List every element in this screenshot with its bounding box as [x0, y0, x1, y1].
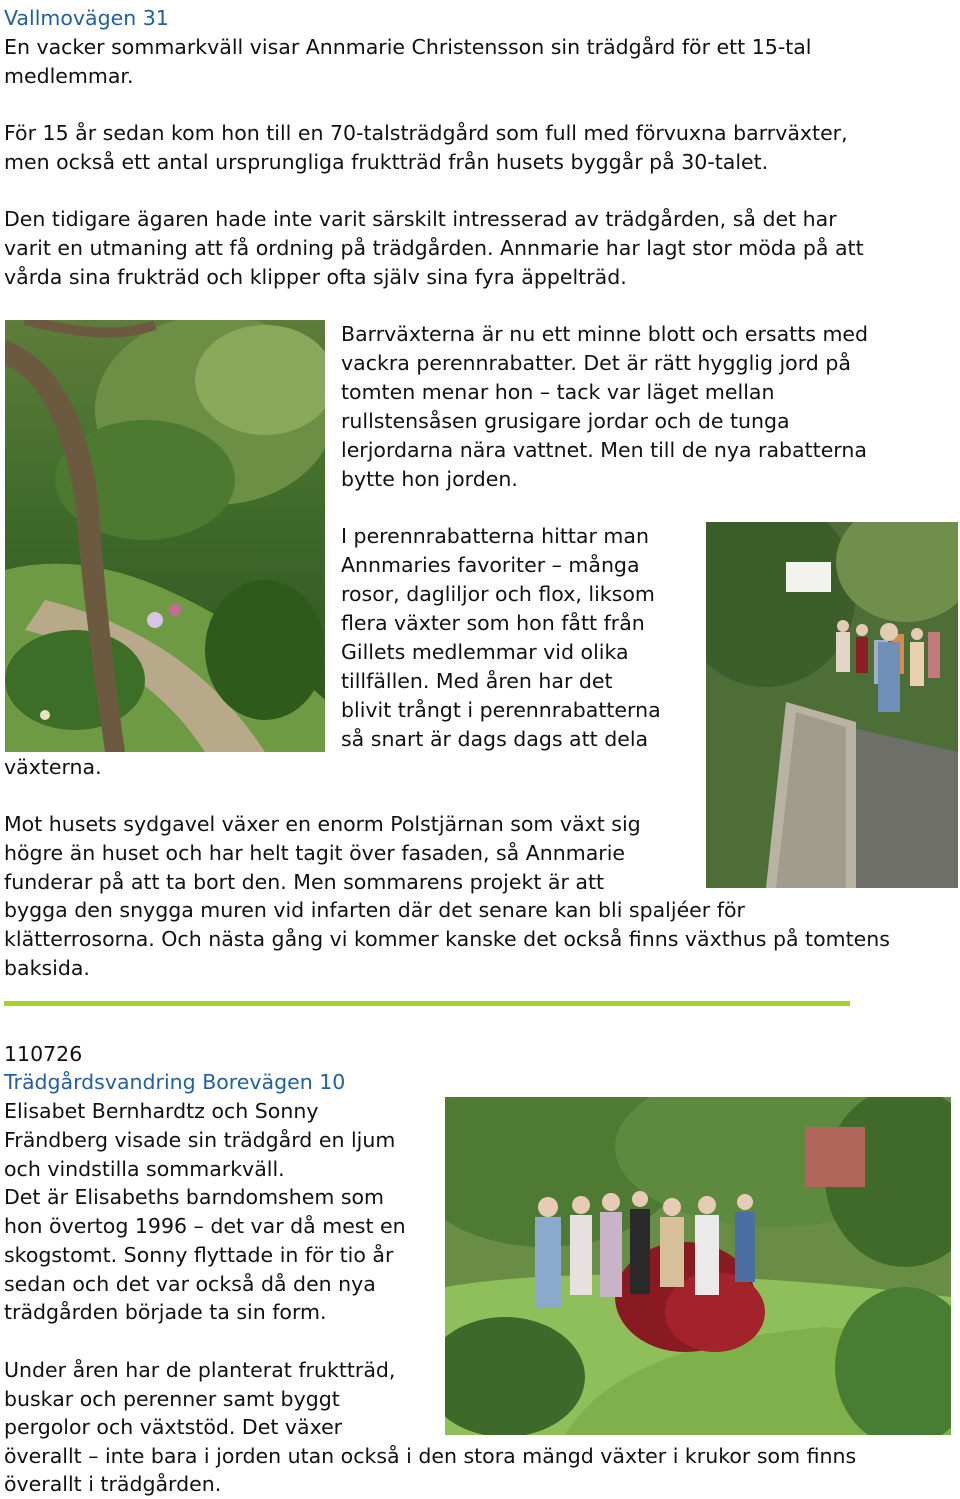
- paragraph-line: tillfällen. Med åren har det: [341, 669, 613, 693]
- paragraph-line: I perennrabatterna hittar man: [341, 524, 649, 548]
- paragraph-line: blivit trångt i perennrabatterna: [341, 698, 661, 722]
- paragraph-line: Gillets medlemmar vid olika: [341, 640, 629, 664]
- paragraph-line: varit en utmaning att få ordning på trädgården. Annmarie har lagt stor möda på att: [4, 236, 864, 260]
- paragraph-line: Barrväxterna är nu ett minne blott och ersatts med: [341, 322, 869, 346]
- paragraph-line: Elisabet Bernhardtz och Sonny: [4, 1099, 319, 1123]
- paragraph-line: trädgården började ta sin form.: [4, 1300, 327, 1324]
- paragraph-line: bytte hon jorden.: [341, 467, 518, 491]
- paragraph-line: men också ett antal ursprungliga fruktträd från husets byggår på 30-talet.: [4, 150, 769, 174]
- paragraph-line: Under åren har de planterat fruktträd,: [4, 1358, 396, 1382]
- section-title-borevagen: Trädgårdsvandring Borevägen 10: [4, 1070, 346, 1094]
- garden-path-photo: [5, 320, 325, 752]
- paragraph-line: sedan och det var också då den nya: [4, 1272, 376, 1296]
- paragraph-line: För 15 år sedan kom hon till en 70-talsträdgård som full med förvuxna barrväxter,: [4, 121, 848, 145]
- section-divider: [4, 1001, 850, 1006]
- paragraph-line: lerjordarna nära vattnet. Men till de nya rabatterna: [341, 438, 867, 462]
- paragraph-line: vackra perennrabatter. Det är rätt hygglig jord på: [341, 351, 851, 375]
- paragraph-line: Annmaries favoriter – många: [341, 553, 640, 577]
- intro-line: medlemmar.: [4, 64, 134, 88]
- paragraph-line: så snart är dags dags att dela: [341, 727, 649, 751]
- paragraph-line: baksida.: [4, 956, 90, 980]
- paragraph-line: hon övertog 1996 – det var då mest en: [4, 1214, 406, 1238]
- paragraph-line: vårda sina frukträd och klipper ofta själv sina fyra äppelträd.: [4, 265, 627, 289]
- garden-tour-photo: [445, 1097, 951, 1435]
- section-title-vallmovagen: Vallmovägen 31: [4, 6, 169, 30]
- paragraph-line: rosor, dagliljor och flox, liksom: [341, 582, 655, 606]
- date-label: 110726: [4, 1042, 83, 1066]
- paragraph-line: Frändberg visade sin trädgård en ljum: [4, 1128, 396, 1152]
- paragraph-line: överallt i trädgården.: [4, 1472, 222, 1496]
- paragraph-line: överallt – inte bara i jorden utan också i den stora mängd växter i krukor som finns: [4, 1444, 857, 1468]
- paragraph-line: bygga den snygga muren vid infarten där det senare kan bli spaljéer för: [4, 898, 745, 922]
- paragraph-line: buskar och perenner samt byggt: [4, 1387, 340, 1411]
- paragraph-line: Det är Elisabeths barndomshem som: [4, 1185, 385, 1209]
- paragraph-line: högre än huset och har helt tagit över fasaden, så Annmarie: [4, 841, 626, 865]
- visitors-by-wall-photo: [706, 522, 958, 888]
- paragraph-line: Mot husets sydgavel växer en enorm Polstjärnan som växt sig: [4, 812, 641, 836]
- paragraph-line: skogstomt. Sonny flyttade in för tio år: [4, 1243, 394, 1267]
- paragraph-line: funderar på att ta bort den. Men sommarens projekt är att: [4, 870, 605, 894]
- paragraph-line: och vindstilla sommarkväll.: [4, 1157, 285, 1181]
- paragraph-line: rullstensåsen grusigare jordar och de tunga: [341, 409, 790, 433]
- paragraph-line: tomten menar hon – tack var läget mellan: [341, 380, 775, 404]
- paragraph-line: växterna.: [4, 755, 102, 779]
- paragraph-line: klätterrosorna. Och nästa gång vi kommer kanske det också finns växthus på tomtens: [4, 927, 890, 951]
- paragraph-line: flera växter som hon fått från: [341, 611, 645, 635]
- paragraph-line: Den tidigare ägaren hade inte varit särskilt intresserad av trädgården, så det har: [4, 207, 837, 231]
- intro-line: En vacker sommarkväll visar Annmarie Christensson sin trädgård för ett 15-tal: [4, 35, 812, 59]
- paragraph-line: pergolor och växtstöd. Det växer: [4, 1415, 343, 1439]
